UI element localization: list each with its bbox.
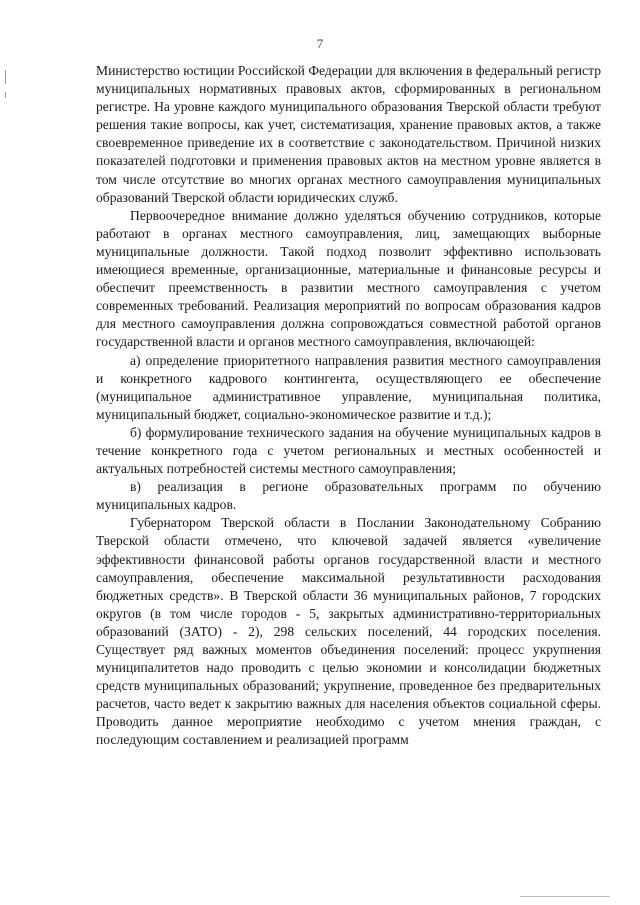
page-number: 7 (316, 36, 324, 51)
scan-edge-mark (5, 70, 6, 84)
scan-bottom-mark (520, 896, 610, 897)
list-item-v: в) реализация в регионе образовательных программ по обучению муниципальных кадров. (96, 479, 601, 513)
scan-edge-mark (5, 92, 6, 98)
paragraph-continuation: Министерство юстиции Российской Федерации для включения в федеральный регистр муниципальных нормативных правовых актов, сформированных в региональном регистре. На уровне каждого муниципального образования Тверской области требуют решения такие вопросы, как учет, систематизация, хранение правовых актов, а также своевременное приведение их в соответствие с законодательством. Причиной низких показателей подготовки и применения правовых актов на местном уровне является в том числе отсутствие во многих органах местного самоуправления муниципальных образований Тверской области юридических служб. (96, 63, 601, 205)
list-item-b: б) формулирование технического задания на обучение муниципальных кадров в течение конкретного года с учетом региональных и местных особенностей и актуальных потребностей системы местного самоуправления; (96, 424, 601, 477)
paragraph-governor-message: Губернатором Тверской области в Послании Законодательному Собранию Тверской области отмечено, что ключевой задачей является «увеличение эффективности финансовой работы органов государственной власти и местного самоуправления, обеспечение максимальной результативности расходования бюджетных средств». В Тверской области 36 муниципальных районов, 7 городских округов (в том числе городов - 5, закрытых административно-территориальных образований (ЗАТО) - 2), 298 сельских поселений, 44 городских поселения. Существует ряд важных моментов объединения поселений: процесс укрупнения муниципалитетов надо проводить с целью экономии и консолидации бюджетных средств муниципальных образований; укрупнение, проведенное без предварительных расчетов, часто ведет к закрытию важных для населения объектов социальной сферы. Проводить данное мероприятие необходимо с учетом мнения граждан, с последующим составлением и реализацией программ (96, 515, 601, 748)
document-body (96, 62, 601, 750)
list-item-a: а) определение приоритетного направления развития местного самоуправления и конкретного кадрового контингента, осуществляющего ее обеспечение (муниципальное административное управление, муниципальная политика, муниципальный бюджет, социально-экономическое развитие и т.д.); (96, 352, 601, 422)
paragraph-staff-training: Первоочередное внимание должно уделяться обучению сотрудников, которые работают в органах местного самоуправления, лиц, замещающих выборные муниципальные должности. Такой подход позволит эффективно использовать имеющиеся временные, организационные, материальные и финансовые ресурсы и обеспечит преемственность в развитии местного самоуправления с учетом современных требований. Реализация мероприятий по вопросам образования кадров для местного самоуправления должна сопровождаться совместной работой органов государственной власти и органов местного самоуправления, включающей: (96, 207, 601, 350)
